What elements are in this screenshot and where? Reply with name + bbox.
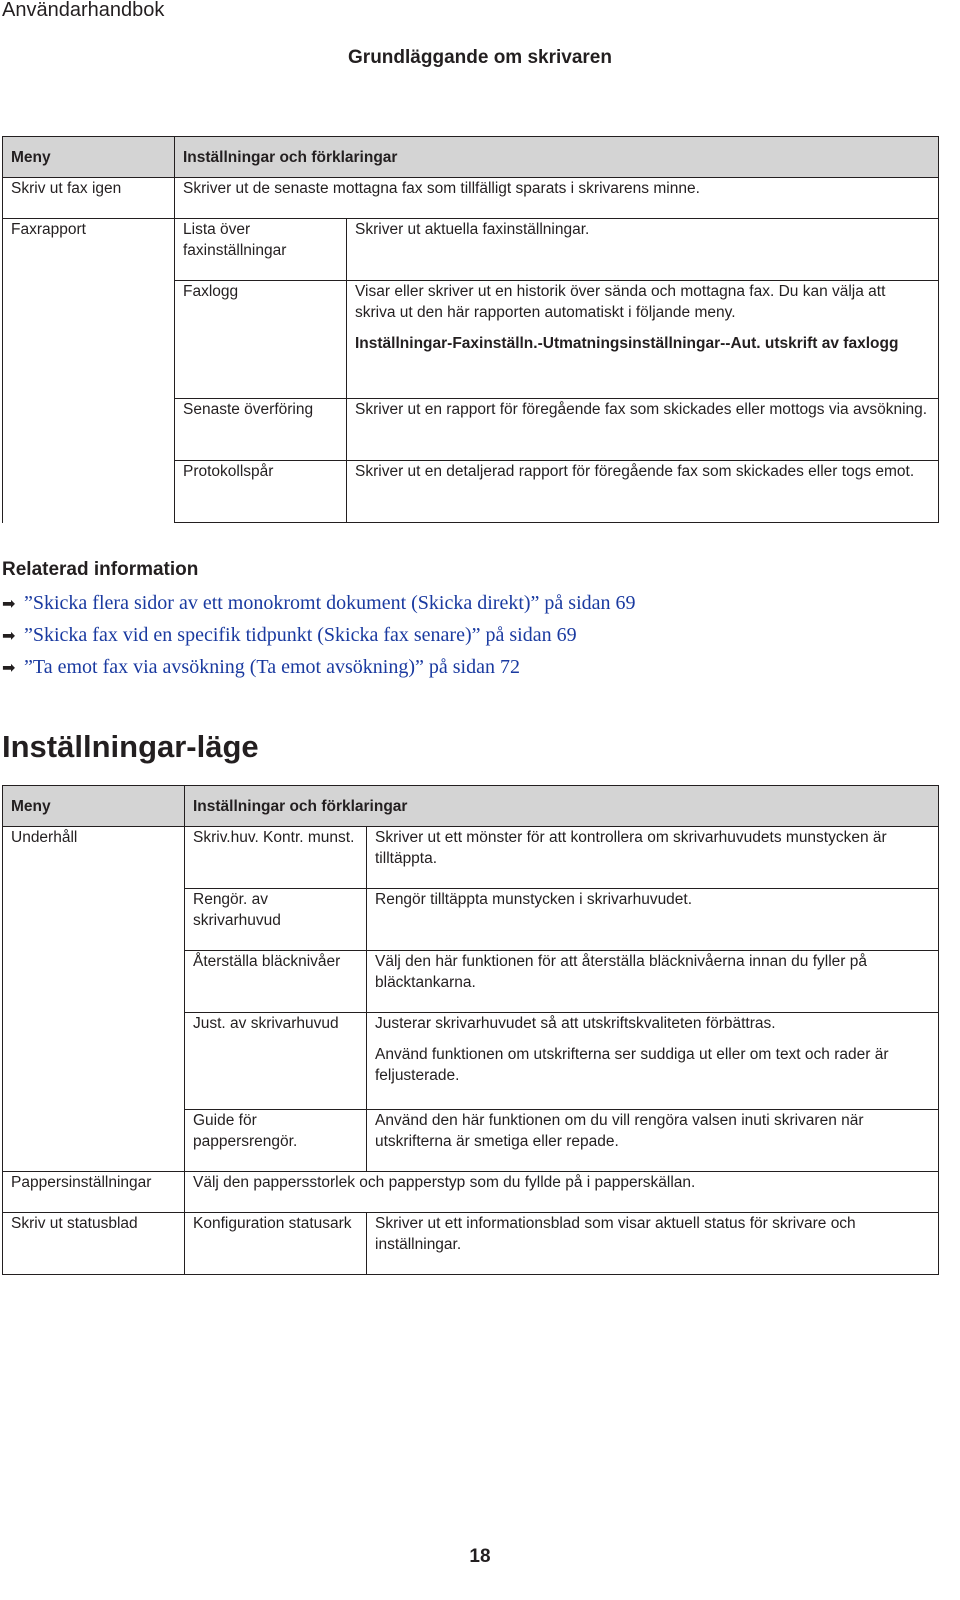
desc-cell: Använd den här funktionen om du vill rengöra valsen inuti skrivaren när utskrifterna är smetiga eller repade. (367, 1110, 939, 1172)
table-row (3, 1172, 939, 1213)
related-link-text[interactable]: ”Skicka fax vid en specifik tidpunkt (Skicka fax senare)” på sidan 69 (24, 624, 577, 646)
related-link-text[interactable]: ”Ta emot fax via avsökning (Ta emot avsökning)” på sidan 72 (24, 656, 520, 678)
item-cell: Rengör. av skrivarhuvud (185, 889, 367, 951)
related-link[interactable] (2, 624, 577, 647)
arrow-right-icon: ➡ (2, 626, 16, 645)
header-menu: Meny (3, 137, 175, 178)
related-link-text[interactable]: ”Skicka flera sidor av ett monokromt dokument (Skicka direkt)” på sidan 69 (24, 592, 636, 614)
desc-cell (347, 281, 939, 399)
item-cell: Just. av skrivarhuvud (185, 1013, 367, 1110)
fax-settings-table (2, 136, 939, 523)
related-link[interactable] (2, 656, 520, 679)
desc-cell: Skriver ut en rapport för föregående fax som skickades eller mottogs via avsökning. (347, 399, 939, 461)
item-cell: Återställa bläcknivåer (185, 951, 367, 1013)
menu-path: Inställningar-Faxinställn.-Utmatningsinställningar--Aut. utskrift av faxlogg (355, 335, 899, 352)
arrow-right-icon: ➡ (2, 594, 16, 613)
menu-cell: Skriv ut fax igen (3, 178, 175, 219)
table-row (3, 1213, 939, 1275)
related-link[interactable] (2, 592, 636, 615)
item-cell: Lista över faxinställningar (175, 219, 347, 281)
desc-cell: Rengör tilltäppta munstycken i skrivarhuvudet. (367, 889, 939, 951)
table-row (3, 178, 939, 219)
item-cell: Protokollspår (175, 461, 347, 523)
header-settings: Inställningar och förklaringar (185, 786, 939, 827)
item-cell: Guide för pappersrengör. (185, 1110, 367, 1172)
menu-cell: Underhåll (3, 827, 185, 1172)
header-menu: Meny (3, 786, 185, 827)
table-header-row (3, 786, 939, 827)
desc-cell: Skriver ut aktuella faxinställningar. (347, 219, 939, 281)
item-cell: Skriv.huv. Kontr. munst. (185, 827, 367, 889)
desc-cell: Skriver ut en detaljerad rapport för föregående fax som skickades eller togs emot. (347, 461, 939, 523)
desc-cell: Välj den pappersstorlek och papperstyp som du fyllde på i papperskällan. (185, 1172, 939, 1213)
desc-cell (367, 1013, 939, 1110)
document-title: Användarhandbok (2, 0, 165, 21)
section-title: Inställningar-läge (2, 729, 259, 764)
desc-cell: Skriver ut ett mönster för att kontrollera om skrivarhuvudets munstycken är tilltäppta. (367, 827, 939, 889)
desc-cell: Skriver ut de senaste mottagna fax som tillfälligt sparats i skrivarens minne. (175, 178, 939, 219)
desc-text: Visar eller skriver ut en historik över sända och mottagna fax. Du kan välja att skriva ut den här rapporten automatiskt i följande meny. (355, 283, 886, 321)
item-cell: Konfiguration statusark (185, 1213, 367, 1275)
page-number: 18 (469, 1546, 491, 1567)
header-settings: Inställningar och förklaringar (175, 137, 939, 178)
table-header-row (3, 137, 939, 178)
item-cell: Faxlogg (175, 281, 347, 399)
menu-cell: Skriv ut statusblad (3, 1213, 185, 1275)
chapter-title: Grundläggande om skrivaren (348, 47, 612, 68)
item-cell: Senaste överföring (175, 399, 347, 461)
menu-cell: Pappersinställningar (3, 1172, 185, 1213)
desc-text: Använd funktionen om utskrifterna ser suddiga ut eller om text och rader är feljusterade. (375, 1046, 889, 1084)
table-row (3, 219, 939, 281)
table-row (3, 827, 939, 889)
arrow-right-icon: ➡ (2, 658, 16, 677)
related-info-title: Relaterad information (2, 559, 199, 580)
desc-text: Justerar skrivarhuvudet så att utskriftskvaliteten förbättras. (375, 1015, 776, 1032)
settings-mode-table (2, 785, 939, 1275)
desc-cell: Skriver ut ett informationsblad som visar aktuell status för skrivare och inställningar. (367, 1213, 939, 1275)
desc-cell: Välj den här funktionen för att återställa bläcknivåerna innan du fyller på bläcktankarna. (367, 951, 939, 1013)
menu-cell: Faxrapport (3, 219, 175, 523)
